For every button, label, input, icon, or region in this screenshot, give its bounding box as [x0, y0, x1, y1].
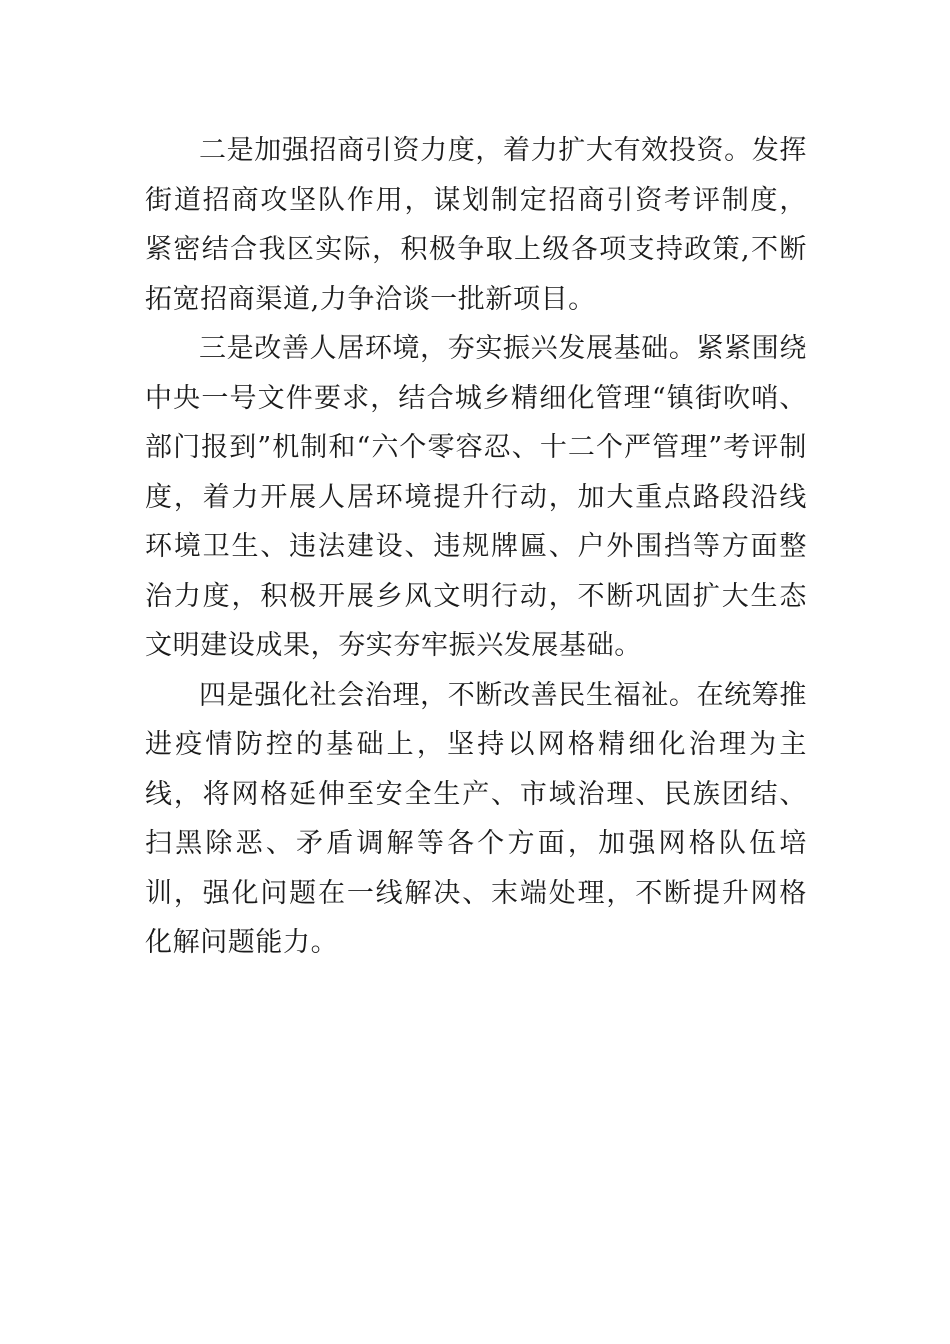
paragraph-social-governance: 四是强化社会治理，不断改善民生福祉。在统筹推进疫情防控的基础上，坚持以网格精细化治理为主线，将网格延伸至安全生产、市域治理、民族团结、扫黑除恶、矛盾调解等各个方面，加强网格队伍培训，强化问题在一线解决、末端处理，不断提升网格化解问题能力。 [145, 679, 807, 958]
document-body [145, 126, 807, 968]
paragraph-investment: 二是加强招商引资力度，着力扩大有效投资。发挥街道招商攻坚队作用，谋划制定招商引资考评制度，紧密结合我区实际，积极争取上级各项支持政策,不断拓宽招商渠道,力争洽谈一批新项目。 [145, 135, 807, 315]
paragraph-living-environment: 三是改善人居环境，夯实振兴发展基础。紧紧围绕中央一号文件要求，结合城乡精细化管理“镇街吹哨、部门报到”机制和“六个零容忍、十二个严管理”考评制度，着力开展人居环境提升行动，加大重点路段沿线环境卫生、违法建设、违规牌匾、户外围挡等方面整治力度，积极开展乡风文明行动，不断巩固扩大生态文明建设成果，夯实夯牢振兴发展基础。 [145, 333, 807, 661]
